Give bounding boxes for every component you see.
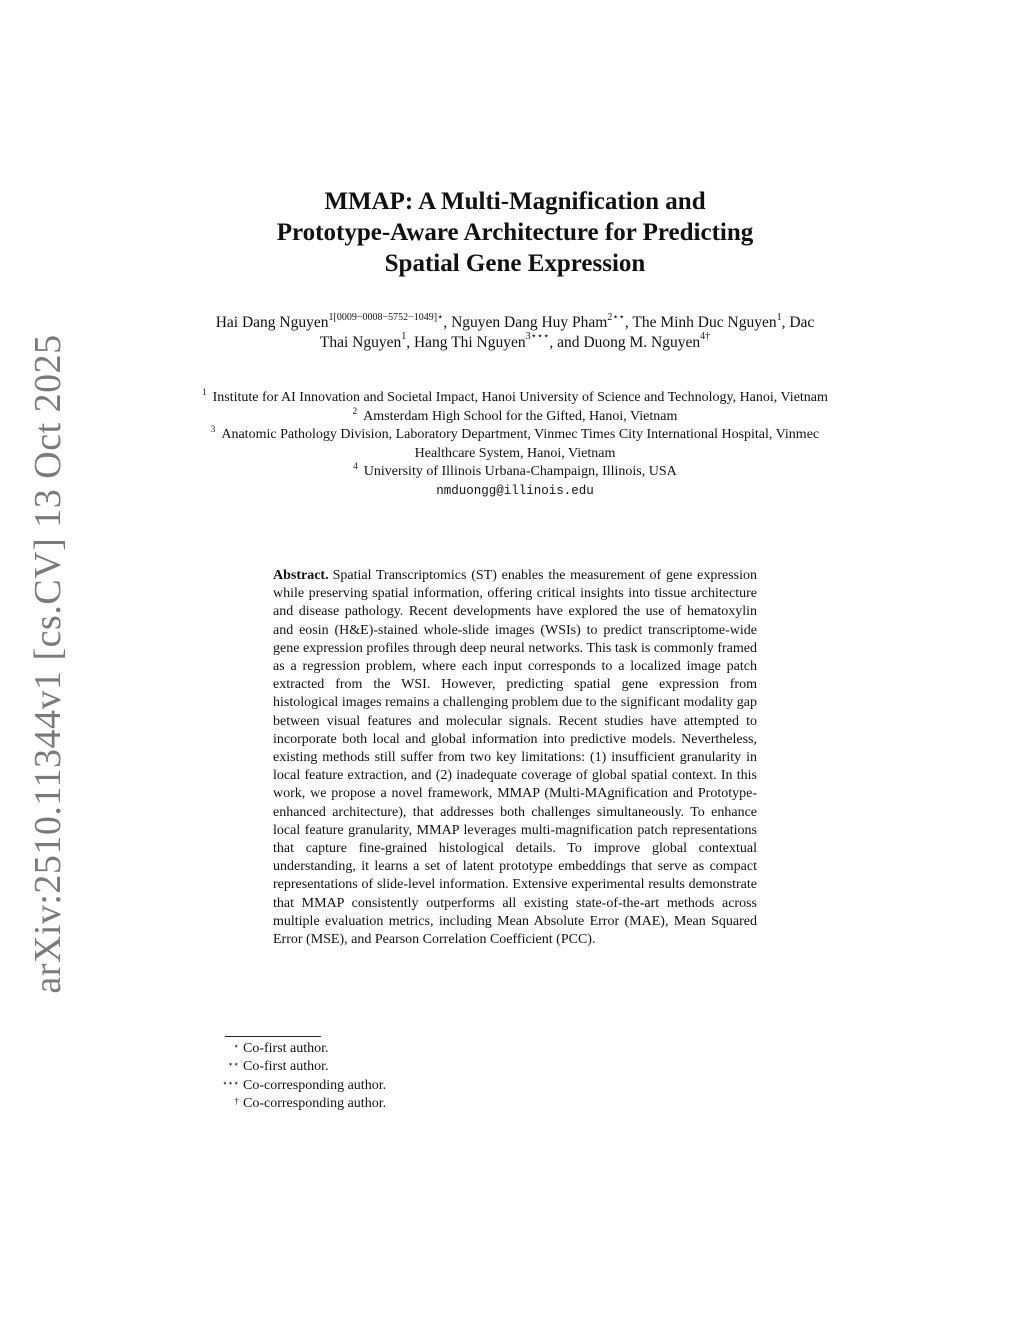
arxiv-identifier-stamp: arXiv:2510.11344v1 [cs.CV] 13 Oct 2025 bbox=[27, 334, 69, 994]
affiliation-list bbox=[200, 389, 830, 500]
affiliation-number: 1 bbox=[202, 387, 207, 398]
footnote-list bbox=[205, 1040, 386, 1113]
author-separator: , bbox=[781, 314, 790, 331]
footnote bbox=[205, 1095, 386, 1113]
contact-email[interactable]: nmduongg@illinois.edu bbox=[436, 483, 594, 498]
author-separator: , and bbox=[549, 333, 584, 351]
author-name: The Minh Duc Nguyen bbox=[632, 314, 777, 331]
footnote-text: Co-corresponding author. bbox=[243, 1095, 387, 1111]
author-name: Hai Dang Nguyen bbox=[215, 314, 329, 331]
affiliation bbox=[200, 426, 830, 463]
affiliation-text: University of Illinois Urbana-Champaign, Illinois, USA bbox=[363, 464, 677, 479]
author-name: Nguyen Dang Huy Pham bbox=[451, 314, 608, 331]
abstract-text: Spatial Transcriptomics (ST) enables the measurement of gene expression while preserving spatial information, offering critical insights into tissue architecture and disease pathology. Recent developments have explored the use of hematoxylin and eosin (H&E)-stained whole-slide images (WSIs) to predict transcriptome-wide gene expression profiles through deep neural networks. This task is commonly framed as a regression problem, where each input corresponds to a localized image patch extracted from the WSI. However, predicting spatial gene expression from histological images remains a challenging problem due to the significant modality gap between visual features and molecular signals. Recent studies have attempted to incorporate both local and global information into predictive models. Nevertheless, existing methods still suffer from two key limitations: (1) insufficient granularity in local feature extraction, and (2) inadequate coverage of global spatial context. In this work, we propose a novel framework, MMAP (Multi-MAgnification and Prototype-enhanced architecture), that addresses both challenges simultaneously. To enhance local feature granularity, MMAP leverages multi-magnification patch representations that capture fine-grained histological details. To improve global contextual understanding, it learns a set of latent prototype embeddings that serve as compact representations of slide-level information. Extensive experimental results demonstrate that MMAP consistently outperforms all existing state-of-the-art methods across multiple evaluation metrics, including Mean Absolute Error (MAE), Mean Squared Error (MSE), and Pearson Correlation Coefficient (PCC). bbox=[273, 568, 757, 948]
footnote-mark: ⋆ bbox=[233, 1041, 239, 1051]
author-list bbox=[200, 313, 830, 352]
affiliation bbox=[200, 463, 830, 482]
author-separator: , bbox=[624, 314, 633, 331]
paper-title bbox=[200, 186, 830, 279]
affiliation bbox=[200, 389, 830, 408]
author-superscript: 4† bbox=[700, 331, 711, 343]
author-name: Duong M. Nguyen bbox=[583, 333, 701, 351]
author-superscript: 1 bbox=[776, 311, 782, 323]
author-superscript: 2⋆⋆ bbox=[607, 311, 625, 323]
author-separator: , bbox=[443, 314, 452, 331]
affiliation-number: 2 bbox=[352, 405, 358, 416]
footnote-text: Co-first author. bbox=[243, 1041, 329, 1056]
author-superscript: 3⋆⋆⋆ bbox=[525, 331, 550, 343]
author-superscript: 1 bbox=[401, 331, 407, 343]
affiliation-text: Anatomic Pathology Division, Laboratory Department, Vinmec Times City International Hospital, Vinmec Healthcare System, Hanoi, Vietnam bbox=[221, 427, 820, 461]
author-superscript: 1[0009−0008−5752−1049]⋆ bbox=[328, 311, 444, 323]
footnote-mark: † bbox=[234, 1095, 239, 1106]
affiliation-number: 3 bbox=[210, 424, 216, 435]
footnote-mark: ⋆⋆⋆ bbox=[222, 1077, 239, 1088]
affiliation-number: 4 bbox=[353, 461, 358, 472]
footnote-mark: ⋆⋆ bbox=[227, 1059, 239, 1070]
footnote-text: Co-corresponding author. bbox=[243, 1077, 387, 1093]
affiliation-text: Institute for AI Innovation and Societal Impact, Hanoi University of Science and Technology, Hanoi, Vietnam bbox=[212, 390, 828, 405]
footnote-text: Co-first author. bbox=[243, 1059, 329, 1075]
author-name: Dac Thai Nguyen bbox=[319, 314, 815, 351]
title-line: MMAP: A Multi-Magnification and bbox=[324, 188, 706, 215]
author-separator: , bbox=[406, 333, 414, 351]
affiliation-text: Amsterdam High School for the Gifted, Hanoi, Vietnam bbox=[363, 408, 678, 424]
abstract bbox=[273, 567, 757, 949]
title-line: Spatial Gene Expression bbox=[384, 250, 646, 277]
affiliation bbox=[200, 405, 830, 427]
title-line: Prototype-Aware Architecture for Predicting bbox=[276, 219, 754, 246]
abstract-label: Abstract. bbox=[273, 568, 329, 583]
author-name: Hang Thi Nguyen bbox=[413, 333, 526, 351]
